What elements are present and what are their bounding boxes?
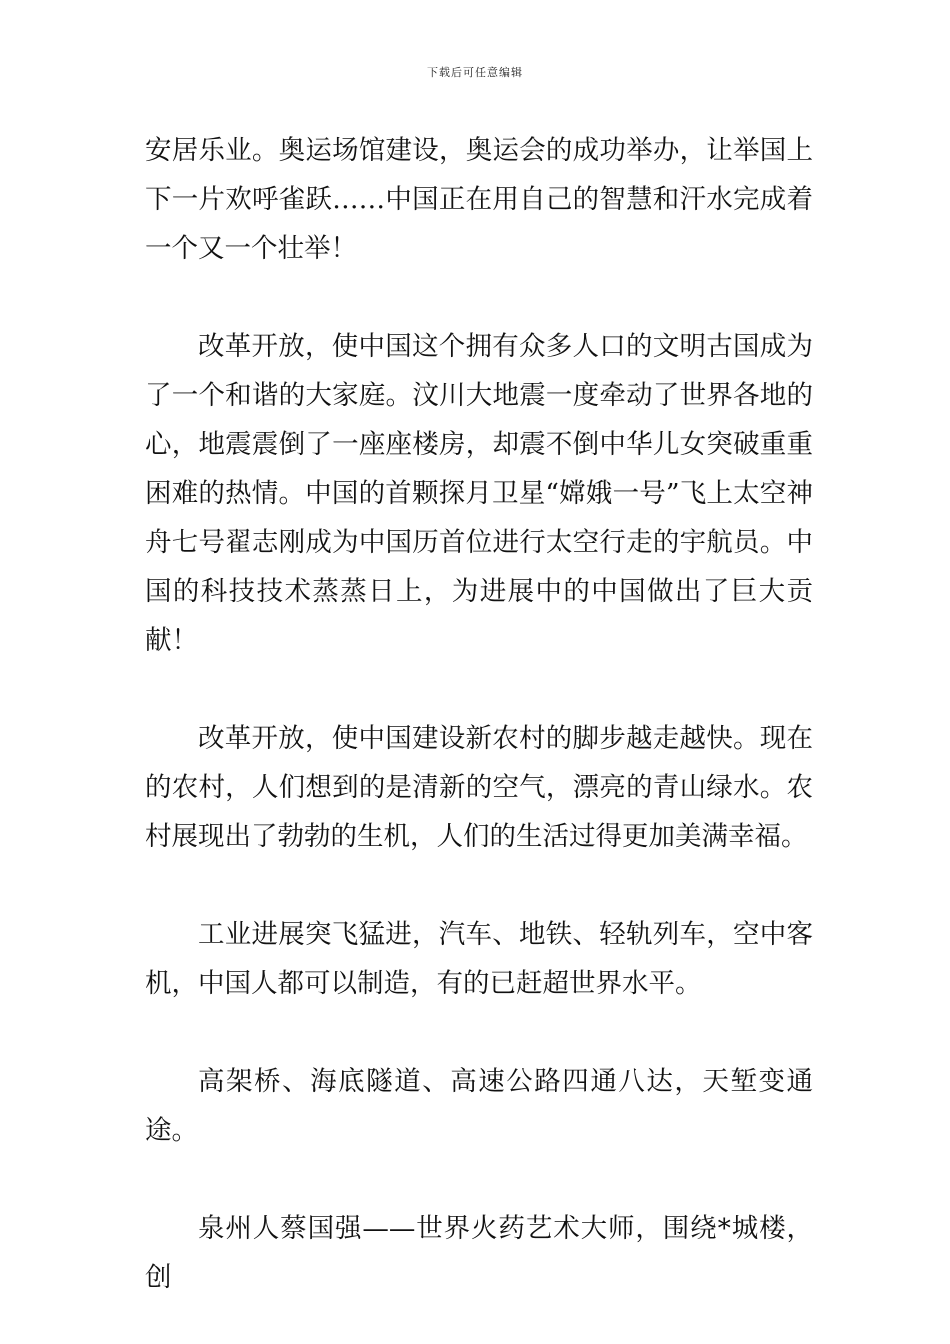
paragraph-spacer xyxy=(145,1155,813,1204)
paragraph-spacer xyxy=(145,861,813,910)
paragraph-3: 改革开放，使中国建设新农村的脚步越走越快。现在的农村，人们想到的是清新的空气，漂亮的青山绿水。农村展现出了勃勃的生机，人们的生活过得更加美满幸福。 xyxy=(145,723,813,852)
page-header: 下载后可任意编辑 xyxy=(427,66,523,79)
paragraph-5: 高架桥、海底隧道、高速公路四通八达，天堑变通途。 xyxy=(145,1066,813,1146)
paragraph-2: 改革开放，使中国这个拥有众多人口的文明古国成为了一个和谐的大家庭。汶川大地震一度牵动了世界各地的心，地震震倒了一座座楼房，却震不倒中华儿女突破重重困难的热情。中国的首颗探月卫星“嫦娥一号”飞上太空神舟七号翟志刚成为中国历首位进行太空行走的宇航员。中国的科技技术蒸蒸日上，为进展中的中国做出了巨大贡献！ xyxy=(145,331,813,656)
document-body xyxy=(145,126,813,1302)
paragraph-spacer xyxy=(145,665,813,714)
paragraph-4: 工业进展突飞猛进，汽车、地铁、轻轨列车，空中客机，中国人都可以制造，有的已赶超世界水平。 xyxy=(145,919,813,999)
paragraph-6: 泉州人蔡国强——世界火药艺术大师，围绕*城楼，创 xyxy=(145,1213,813,1293)
paragraph-spacer xyxy=(145,273,813,322)
paragraph-1: 安居乐业。奥运场馆建设，奥运会的成功举办，让举国上下一片欢呼雀跃……中国正在用自己的智慧和汗水完成着一个又一个壮举！ xyxy=(145,135,813,264)
paragraph-spacer xyxy=(145,1008,813,1057)
